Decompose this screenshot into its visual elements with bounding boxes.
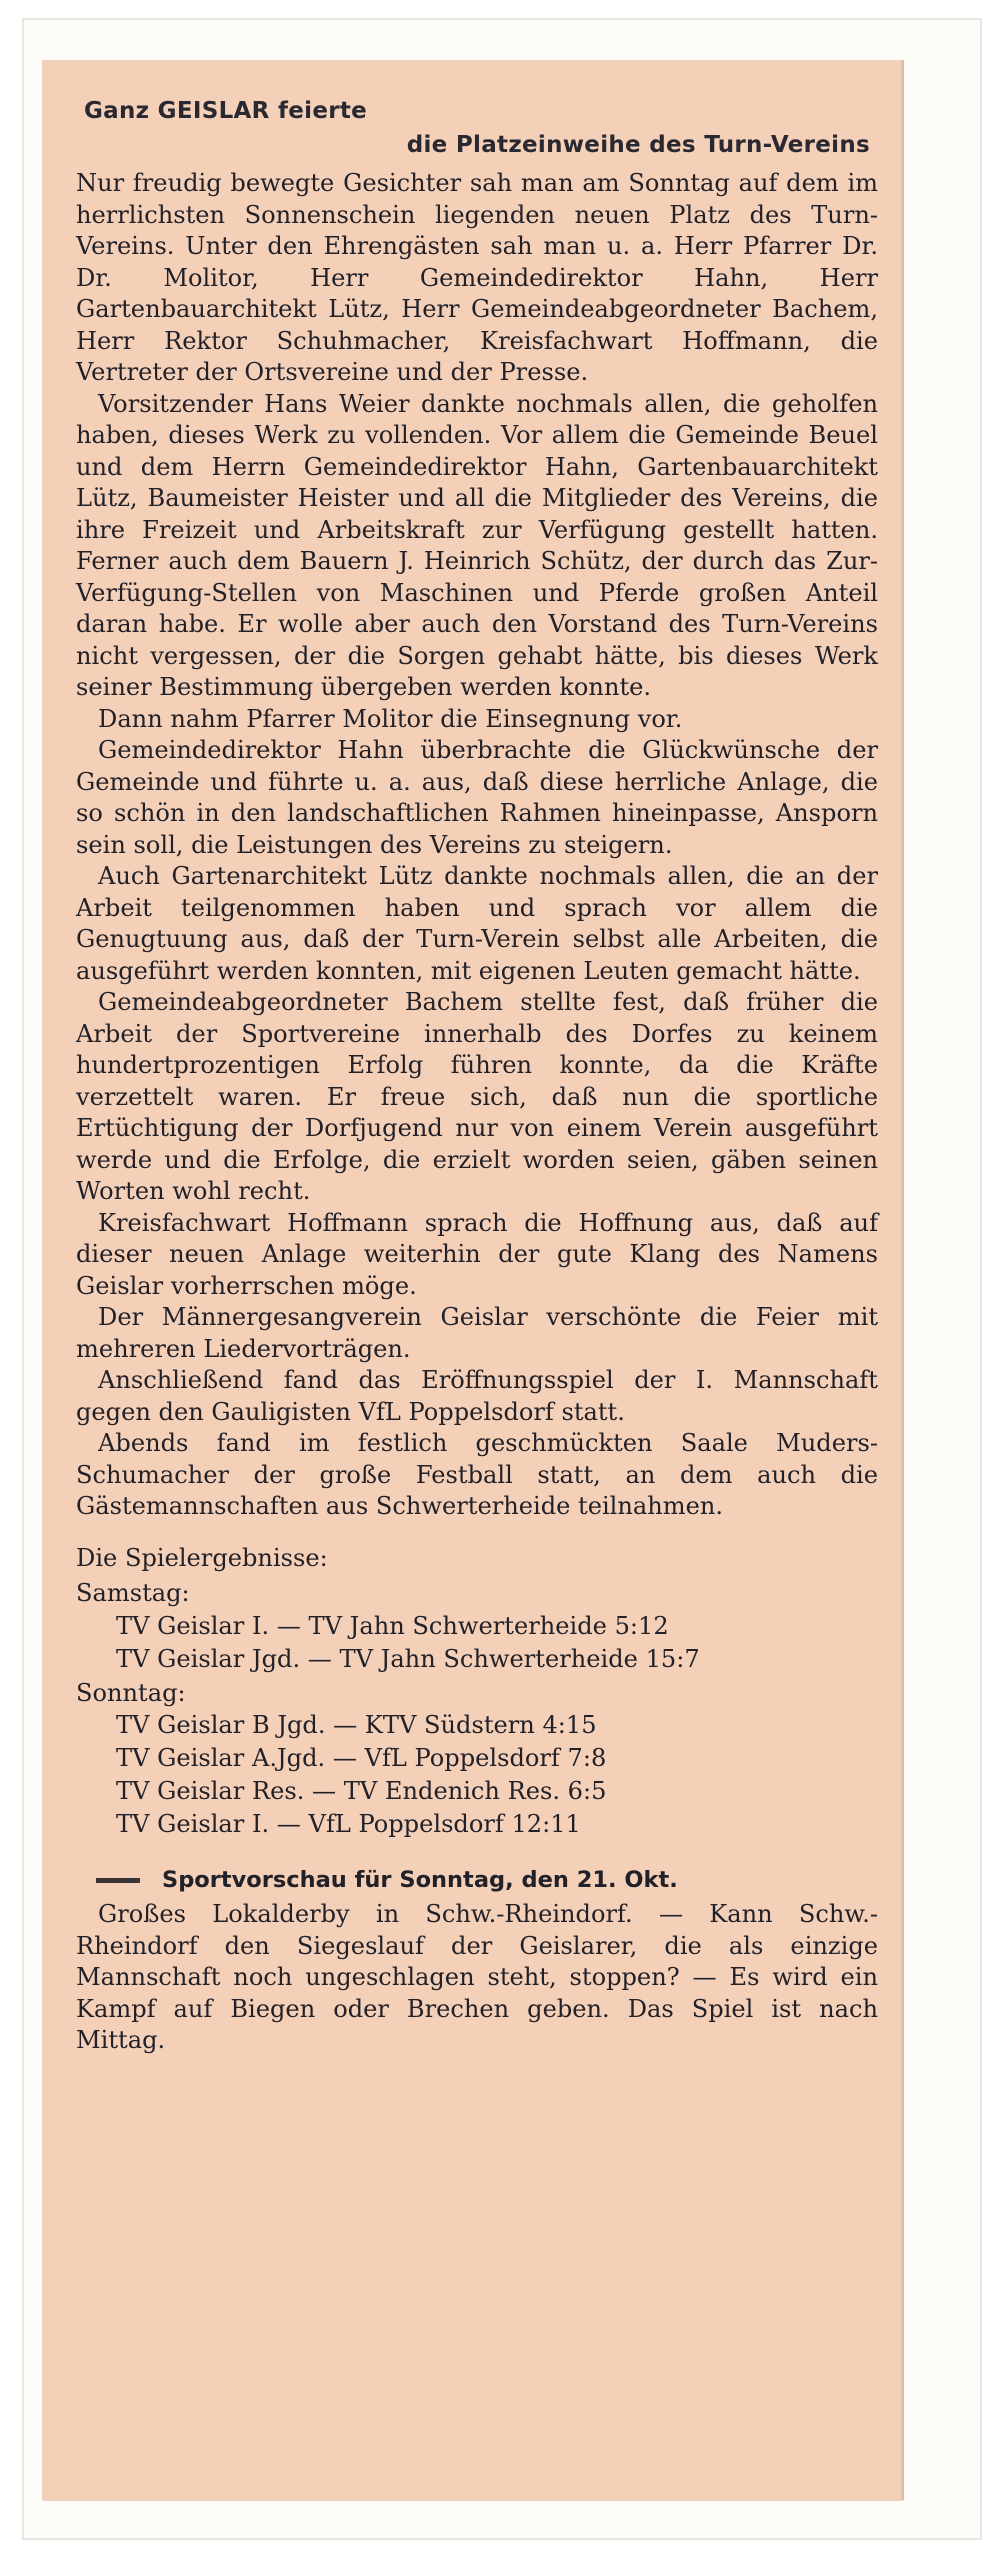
result-line: TV Geislar Res. — TV Endenich Res. 6:5 [116,1777,607,1805]
article-paragraph: Nur freudig bewegte Gesichter sah man am Sonntag auf dem im herrlichsten Sonnenschein liegenden neuen Platz des Turn-Vereins. Unter den Ehrengästen sah man u. a. Herr Pfarrer Dr. Dr. Molitor, Herr Gemeindedirektor Hahn, Herr Gartenbauarchitekt Lütz, Herr Gemeindeabgeordneter Bachem, Herr Rektor Schuhmacher, Kreisfachwart Hoffmann, die Vertreter der Ortsvereine und der Presse. [76,169,878,386]
article-paragraph: Gemeindeabgeordneter Bachem stellte fest, daß früher die Arbeit der Sportvereine innerhalb des Dorfes zu keinem hundertprozentigen Erfolg führen konnte, da die Kräfte verzettelt waren. Er freue sich, daß nun die sportliche Ertüchtigung der Dorfjugend nur von einem Verein ausgeführt werde und die Erfolge, die erzielt worden seien, gäben seinen Worten wohl recht. [76,988,878,1205]
article-heading-line-2: die Platzeinweihe des Turn-Vereins [406,132,870,158]
article-paragraph: Abends fand im festlich geschmückten Saale Muders-Schumacher der große Festball statt, an dem auch die Gästemannschaften aus Schwerterheide teilnahmen. [76,1429,878,1520]
article-paragraph: Vorsitzender Hans Weier dankte nochmals allen, die geholfen haben, dieses Werk zu vollenden. Vor allem die Gemeinde Beuel und dem Herrn Gemeindedirektor Hahn, Gartenbauarchitekt Lütz, Baumeister Heister und all die Mitglieder des Vereins, die ihre Freizeit und Arbeitskraft zur Verfügung gestellt hatten. Ferner auch dem Bauern J. Heinrich Schütz, der durch das Zur-Verfügung-Stellen von Maschinen und Pferde großen Anteil daran habe. Er wolle aber auch den Vorstand des Turn-Vereins nicht vergessen, der die Sorgen gehabt hätte, bis dieses Werk seiner Bestimmung übergeben werden konnte. [76,389,878,701]
article-paragraph: Der Männergesangverein Geislar verschönte die Feier mit mehreren Liedervorträgen. [76,1303,878,1363]
results-title: Die Spielergebnisse: [76,1543,328,1572]
dash-rule [96,1878,140,1883]
sunday-label: Sonntag: [76,1678,186,1707]
preview-heading-row [76,1867,878,1893]
preview-paragraph: Großes Lokalderby in Schw.-Rheindorf. — Kann Schw.-Rheindorf den Siegeslauf der Geislarer, die als einzige Mannschaft noch ungeschlagen steht, stoppen? — Es wird ein Kampf auf Biegen oder Brechen geben. Das Spiel ist nach Mittag. [76,1900,878,2054]
article-paragraph: Auch Gartenarchitekt Lütz dankte nochmals allen, die an der Arbeit teilgenommen haben und sprach vor allem die Genugtuung aus, daß der Turn-Verein selbst alle Arbeiten, die ausgeführt werden konnten, mit eigenen Leuten gemacht hätte. [76,862,878,985]
article-paragraph: Anschließend fand das Eröffnungsspiel der I. Mannschaft gegen den Gauligisten VfL Poppelsdorf statt. [76,1366,878,1426]
article-paragraph: Dann nahm Pfarrer Molitor die Einsegnung vor. [98,704,683,733]
result-line: TV Geislar I. — TV Jahn Schwerterheide 5:12 [116,1611,669,1640]
result-line: TV Geislar A.Jgd. — VfL Poppelsdorf 7:8 [116,1744,607,1772]
result-line: TV Geislar B Jgd. — KTV Südstern 4:15 [116,1711,597,1739]
result-line: TV Geislar Jgd. — TV Jahn Schwerterheide 15:7 [116,1644,700,1673]
article-paragraph: Kreisfachwart Hoffmann sprach die Hoffnung aus, daß auf dieser neuen Anlage weiterhin der gute Klang des Namens Geislar vorherrschen möge. [76,1208,878,1300]
article-paragraph: Gemeindedirektor Hahn überbrachte die Glückwünsche der Gemeinde und führte u. a. aus, daß diese herrliche Anlage, die so schön in den landschaftlichen Rahmen hineinpasse, Ansporn sein soll, die Leistungen des Vereins zu steigern. [76,736,878,859]
saturday-label: Samstag: [76,1579,190,1607]
article-heading-line-1: Ganz GEISLAR feierte [84,98,368,124]
newspaper-clipping [42,60,902,2500]
result-line: TV Geislar I. — VfL Poppelsdorf 12:11 [116,1810,581,1838]
preview-heading: Sportvorschau für Sonntag, den 21. Okt. [162,1867,678,1893]
